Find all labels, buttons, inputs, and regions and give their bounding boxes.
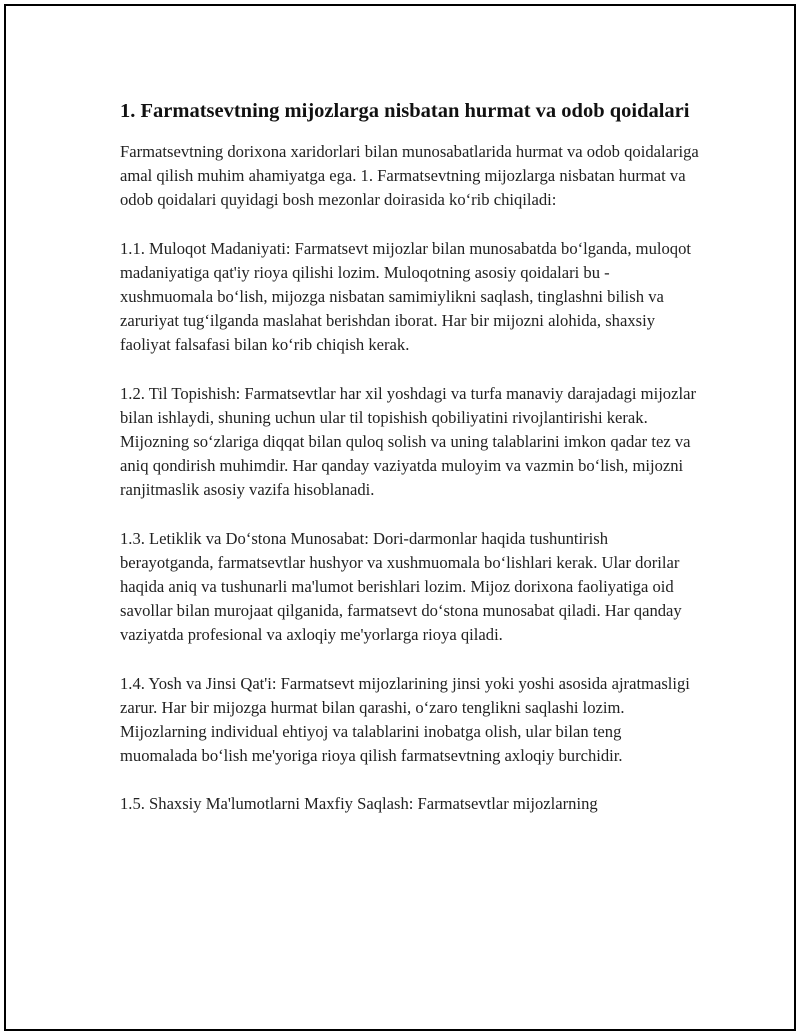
- paragraph-intro: Farmatsevtning dorixona xaridorlari bilan munosabatlarida hurmat va odob qoidalariga amal qilish muhim ahamiyatga ega. 1. Farmatsevtning mijozlarga nisbatan hurmat va odob qoidalari quyidagi bosh mezonlar doirasida ko‘rib chiqiladi:: [120, 142, 699, 210]
- paragraph-1-2: 1.2. Til Topishish: Farmatsevtlar har xil yoshdagi va turfa manaviy darajadagi mijozlar bilan ishlaydi, shuning uchun ular til topishish qobiliyatini rivojlantirishi kerak. Mijozning so‘zlariga diqqat bilan quloq solish va uning talablarini imkon qadar tez va aniq qondirish muhimdir. Har qanday vaziyatda muloyim va vazmin bo‘lish, mijozni ranjitmaslik asosiy vazifa hisoblanadi.: [120, 383, 696, 500]
- paragraph-1-5: 1.5. Shaxsiy Ma'lumotlarni Maxfiy Saqlash: Farmatsevtlar mijozlarning: [120, 794, 598, 814]
- document-body: [120, 98, 700, 841]
- document-page: [4, 4, 796, 1031]
- paragraph-1-4: 1.4. Yosh va Jinsi Qat'i: Farmatsevt mijozlarining jinsi yoki yoshi asosida ajratmasligi zarur. Har bir mijozga hurmat bilan qarashi, o‘zaro tenglikni saqlashi lozim. Mijozlarning individual ehtiyoj va talablarini inobatga olish, ular bilan teng muomalada bo‘lish me'yoriga rioya qilish farmatsevtning axloqiy burchidir.: [120, 673, 690, 766]
- document-title: 1. Farmatsevtning mijozlarga nisbatan hurmat va odob qoidalari: [120, 100, 690, 122]
- paragraph-1-1: 1.1. Muloqot Madaniyati: Farmatsevt mijozlar bilan munosabatda bo‘lganda, muloqot madaniyatiga qat'iy rioya qilishi lozim. Muloqotning asosiy qoidalari bu - xushmuomala bo‘lish, mijozga nisbatan samimiylikni saqlash, tinglashni bilish va zaruriyat tug‘ilganda maslahat berishdan iborat. Har bir mijozni alohida, shaxsiy faoliyat falsafasi bilan ko‘rib chiqish kerak.: [120, 238, 691, 355]
- paragraph-1-3: 1.3. Letiklik va Do‘stona Munosabat: Dori-darmonlar haqida tushuntirish berayotganda, farmatsevtlar hushyor va xushmuomala bo‘lishlari kerak. Ular dorilar haqida aniq va tushunarli ma'lumot berishlari lozim. Mijoz dorixona faoliyatiga oid savollar bilan murojaat qilganida, farmatsevt do‘stona munosabat qiladi. Har qanday vaziyatda profesional va axloqiy me'yorlarga rioya qiladi.: [120, 528, 682, 645]
